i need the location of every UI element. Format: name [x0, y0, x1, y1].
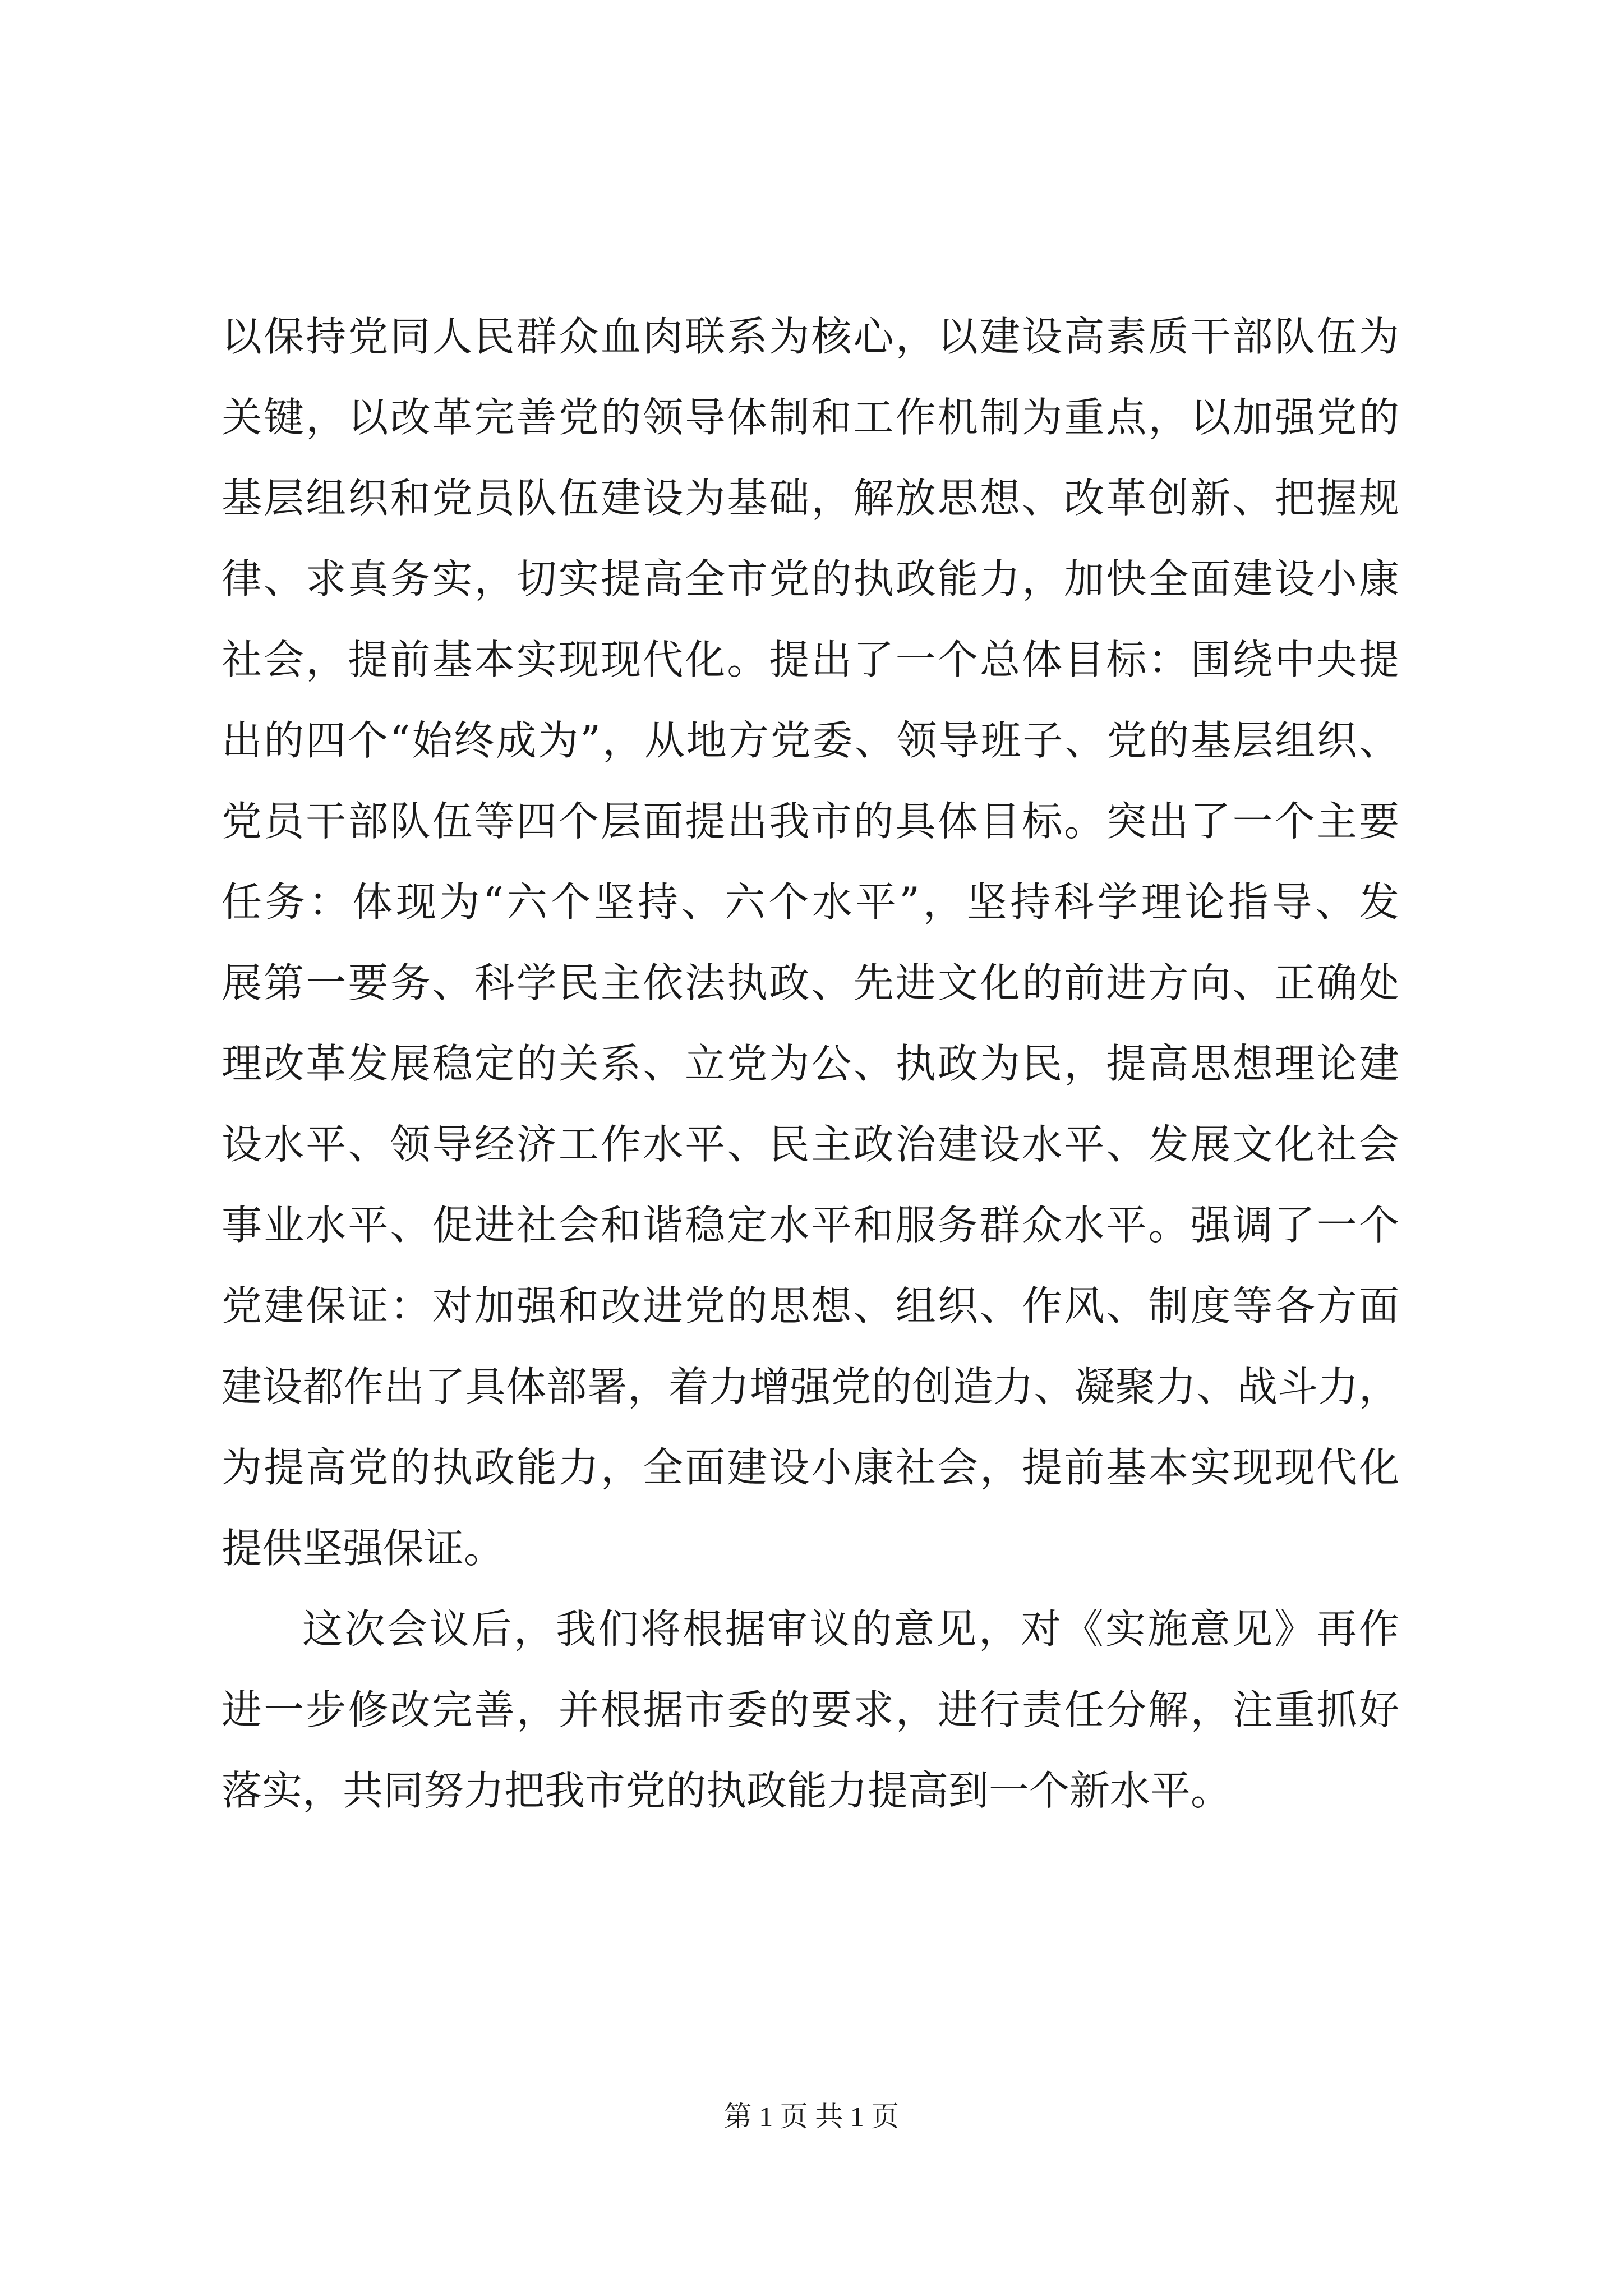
text-line: 党建保证：对加强和改进党的思想、组织、作风、制度等各方面 [222, 1282, 1399, 1329]
text-line: 关键，以改革完善党的领导体制和工作机制为重点，以加强党的 [222, 394, 1399, 441]
text-line: 落实，共同努力把我市党的执政能力提高到一个新水平。 [222, 1767, 1232, 1814]
text-line: 进一步修改完善，并根据市委的要求，进行责任分解，注重抓好 [222, 1686, 1399, 1733]
document-body [222, 296, 1399, 1831]
text-line: 党员干部队伍等四个层面提出我市的具体目标。突出了一个主要 [222, 798, 1399, 845]
text-line: 以保持党同人民群众血肉联系为核心，以建设高素质干部队伍为 [222, 313, 1399, 360]
page-number-footer: 第 1 页 共 1 页 [723, 2101, 900, 2132]
paragraph [222, 296, 1399, 1589]
text-line: 社会，提前基本实现现代化。提出了一个总体目标：围绕中央提 [222, 636, 1399, 683]
text-line: 出的四个“始终成为”，从地方党委、领导班子、党的基层组织、 [222, 717, 1399, 764]
text-line: 展第一要务、科学民主依法执政、先进文化的前进方向、正确处 [222, 959, 1399, 1006]
text-line: 建设都作出了具体部署，着力增强党的创造力、凝聚力、战斗力， [222, 1363, 1399, 1410]
text-line: 提供坚强保证。 [222, 1525, 505, 1572]
text-line: 这次会议后，我们将根据审议的意见，对《实施意见》再作 [302, 1605, 1399, 1653]
text-line: 任务：体现为“六个坚持、六个水平”，坚持科学理论指导、发 [222, 878, 1399, 926]
paragraph [222, 1589, 1399, 1831]
text-line: 事业水平、促进社会和谐稳定水平和服务群众水平。强调了一个 [222, 1202, 1399, 1249]
text-line: 基层组织和党员队伍建设为基础，解放思想、改革创新、把握规 [222, 475, 1399, 522]
text-line: 为提高党的执政能力，全面建设小康社会，提前基本实现现代化 [222, 1444, 1399, 1491]
text-line: 理改革发展稳定的关系、立党为公、执政为民，提高思想理论建 [222, 1040, 1399, 1087]
text-line: 律、求真务实，切实提高全市党的执政能力，加快全面建设小康 [222, 555, 1399, 602]
text-line: 设水平、领导经济工作水平、民主政治建设水平、发展文化社会 [222, 1121, 1399, 1168]
